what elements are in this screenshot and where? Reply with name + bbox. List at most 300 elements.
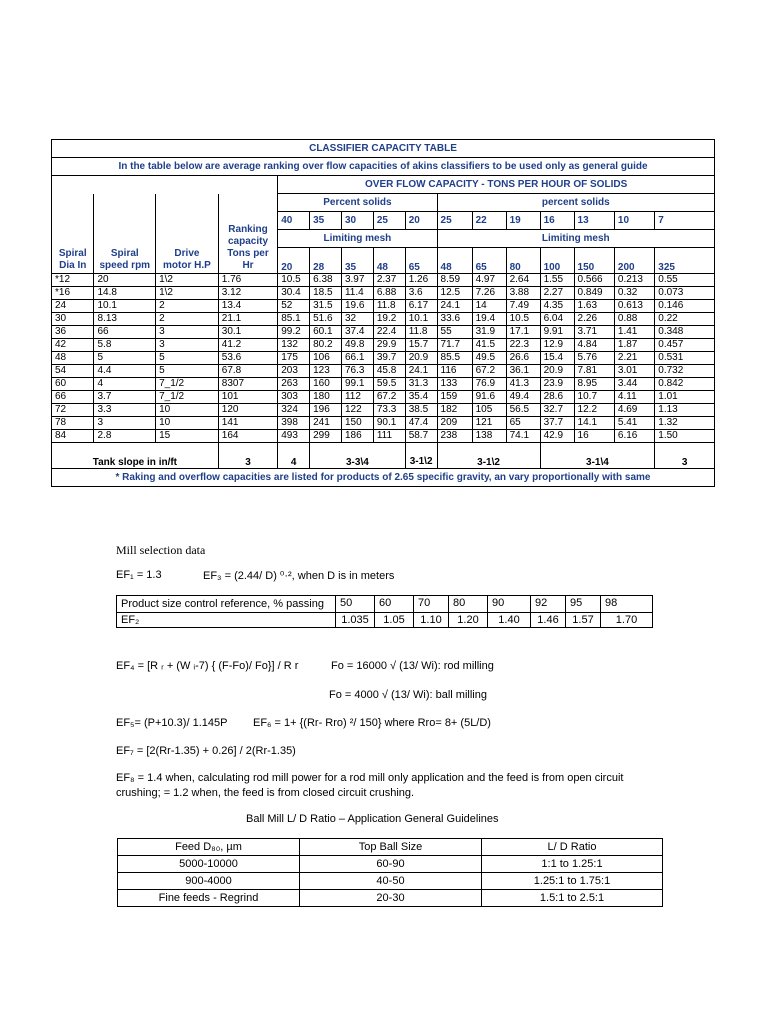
table-cell: 133 [437,377,472,390]
table-cell: 120 [218,403,277,416]
table-cell: 1.63 [574,299,614,312]
table-cell: 37.7 [540,416,574,429]
table-cell: 3 [94,416,156,429]
table-cell: 66 [52,390,94,403]
ef2-percent-cell: 50 [336,596,375,613]
table-cell: 3.44 [614,377,654,390]
table-cell: 58.7 [405,429,437,442]
table-cell: 8.59 [437,273,472,286]
table-cell: 1.32 [655,416,715,429]
table-cell: 10 [156,416,219,429]
table-cell: 123 [310,364,342,377]
table-cell: 16 [574,429,614,442]
table-cell: 49.4 [506,390,540,403]
table-cell: 65 [506,416,540,429]
col-ranking-capacity: Ranking capacity Tons per Hr [218,212,277,274]
ef2-percent-cell: 98 [601,596,653,613]
table-cell: 32 [341,312,373,325]
table-cell: 24.1 [405,364,437,377]
table-cell: 4.84 [574,338,614,351]
ef2-percent-cell: 80 [449,596,488,613]
table-cell: 141 [218,416,277,429]
table-row [52,351,715,364]
table-cell: 180 [310,390,342,403]
table-cell: 31.9 [472,325,506,338]
ef2-reference-label: Product size control reference, % passing [117,596,336,613]
table-cell: 37.4 [341,325,373,338]
ld-cell: 40-50 [300,873,482,890]
table-cell: 101 [218,390,277,403]
table-cell: 263 [278,377,310,390]
table-cell: 74.1 [506,429,540,442]
ld-header-ratio: L/ D Ratio [482,839,663,856]
table-cell: 5 [94,351,156,364]
table-cell: 76.3 [341,364,373,377]
ef2-percent-cell: 70 [414,596,449,613]
table-cell: 1\2 [156,273,219,286]
table-cell: 31.3 [405,377,437,390]
limiting-mesh-value: 65 [472,248,506,274]
table-row [52,325,715,338]
table-cell: 2.8 [94,429,156,442]
table-cell: 19.2 [373,312,405,325]
ld-cell: Fine feeds - Regrind [118,890,300,907]
table-cell: 14 [472,299,506,312]
mill-selection-heading: Mill selection data [116,543,206,557]
table-cell: 238 [437,429,472,442]
table-cell: 51.6 [310,312,342,325]
table-cell: 159 [437,390,472,403]
table-cell: 1.50 [655,429,715,442]
table-cell: 99.2 [278,325,310,338]
table-cell: 132 [278,338,310,351]
table-row [52,312,715,325]
table-cell: 5 [156,364,219,377]
table-cell: 39.7 [373,351,405,364]
table-cell: 209 [437,416,472,429]
table-cell: 3.97 [341,273,373,286]
table-cell: 0.213 [614,273,654,286]
table-cell: 32.7 [540,403,574,416]
tank-slope-value: 3-1\4 [540,442,655,468]
ef5-formula: EF₅= (P+10.3)/ 1.145P [116,717,228,729]
table-cell: 20.9 [405,351,437,364]
table-cell: 21.1 [218,312,277,325]
fo-ball-formula: Fo = 4000 √ (13/ Wi): ball milling [329,689,487,701]
table-cell: 19.4 [472,312,506,325]
table-cell: 3 [156,338,219,351]
table-row [52,299,715,312]
table-cell: 493 [278,429,310,442]
table-cell: 24.1 [437,299,472,312]
ef2-table [116,595,653,628]
limiting-mesh-value: 48 [373,248,405,274]
table-cell: 29.9 [373,338,405,351]
table-cell: 398 [278,416,310,429]
ld-header-ball-size: Top Ball Size [300,839,482,856]
table-cell: 1.26 [405,273,437,286]
table-cell: 67.2 [472,364,506,377]
table-cell: 42.9 [540,429,574,442]
table-cell: 66 [94,325,156,338]
table-cell: 36 [52,325,94,338]
table-cell: 3.88 [506,286,540,299]
limiting-mesh-value: 35 [341,248,373,274]
ef2-value-cell: 1.46 [531,613,566,628]
table-cell: 6.38 [310,273,342,286]
table-cell: 2.21 [614,351,654,364]
ld-cell: 60-90 [300,856,482,873]
percent-solids-value: 35 [310,212,342,230]
ef2-percent-cell: 95 [566,596,601,613]
table-cell: 303 [278,390,310,403]
table-cell: 99.1 [341,377,373,390]
percent-solids-value: 25 [437,212,472,230]
table-cell: 13.4 [218,299,277,312]
table-footnote: * Raking and overflow capacities are listed for products of 2.65 specific gravity, an vary proportionally with same [52,468,715,486]
table-cell: 10 [156,403,219,416]
table-cell: 1.01 [655,390,715,403]
table-cell: 175 [278,351,310,364]
ef2-value-cell: 1.10 [414,613,449,628]
table-cell: 24 [52,299,94,312]
limiting-mesh-right: Limiting mesh [437,230,714,248]
table-cell: 85.5 [437,351,472,364]
table-cell: 72 [52,403,94,416]
table-cell: 71.7 [437,338,472,351]
ef2-value-cell: 1.40 [488,613,531,628]
table-cell: 36.1 [506,364,540,377]
table-row [52,364,715,377]
limiting-mesh-value: 48 [437,248,472,274]
table-cell: 196 [310,403,342,416]
table-cell: 30 [52,312,94,325]
ef2-value-cell: 1.035 [336,613,375,628]
table-cell: 5.8 [94,338,156,351]
table-cell: 10.1 [405,312,437,325]
table-cell: 8307 [218,377,277,390]
table-cell: 15.4 [540,351,574,364]
table-cell: 73.3 [373,403,405,416]
ef8-text: EF₈ = 1.4 when, calculating rod mill power for a rod mill only application and the feed is from open circuit crushing; = 1.2 when, the feed is from closed circuit crushing. [116,772,624,799]
table-cell: 111 [373,429,405,442]
classifier-capacity-table [51,139,715,487]
table-row [52,416,715,429]
limiting-mesh-value: 200 [614,248,654,274]
table-cell: 3.01 [614,364,654,377]
table-cell: 3.71 [574,325,614,338]
table-cell: 1.41 [614,325,654,338]
table-cell: 31.5 [310,299,342,312]
table-cell: 5.41 [614,416,654,429]
limiting-mesh-value: 325 [655,248,715,274]
tank-slope-value: 3-1\2 [405,442,437,468]
table-cell: 0.22 [655,312,715,325]
table-cell: 7.26 [472,286,506,299]
table-cell: 4.69 [614,403,654,416]
table-cell: 324 [278,403,310,416]
ld-cell: 1:1 to 1.25:1 [482,856,663,873]
table-cell: 2.64 [506,273,540,286]
table-cell: 66.1 [341,351,373,364]
table-cell: 12.9 [540,338,574,351]
tank-slope-value: 3-3\4 [310,442,406,468]
table-cell: 10.5 [278,273,310,286]
table-cell: 105 [472,403,506,416]
table-cell: 12.5 [437,286,472,299]
ef2-percent-cell: 92 [531,596,566,613]
table-cell: 241 [310,416,342,429]
table-cell: 3.6 [405,286,437,299]
percent-solids-value: 40 [278,212,310,230]
limiting-mesh-value: 150 [574,248,614,274]
ef2-value-cell: 1.70 [601,613,653,628]
table-cell: 76.9 [472,377,506,390]
table-cell: 0.613 [614,299,654,312]
table-cell: 45.8 [373,364,405,377]
tank-slope-label: Tank slope in in/ft [52,442,219,468]
ld-cell: 900-4000 [118,873,300,890]
table-cell: 2 [156,312,219,325]
table-cell: 0.842 [655,377,715,390]
limiting-mesh-value: 80 [506,248,540,274]
percent-solids-left: Percent solids [278,194,437,212]
tank-slope-value: 3 [655,442,715,468]
table-cell: 60.1 [310,325,342,338]
tank-slope-value: 3-1\2 [437,442,540,468]
table-cell: 67.8 [218,364,277,377]
table-row [52,338,715,351]
table-cell: 47.4 [405,416,437,429]
table-cell: 26.6 [506,351,540,364]
table-cell: 8.13 [94,312,156,325]
table-cell: 33.6 [437,312,472,325]
table-cell: 15.7 [405,338,437,351]
table-cell: 56.5 [506,403,540,416]
percent-solids-value: 30 [341,212,373,230]
ef4-formula: EF₄ = [R ᵣ + (W ᵢ-7) { (F-Fo)/ Fo}] / R r [116,660,299,672]
table-cell: 0.88 [614,312,654,325]
table-cell: 6.16 [614,429,654,442]
table-cell: 11.8 [373,299,405,312]
table-cell: 53.6 [218,351,277,364]
table-cell: 60 [52,377,94,390]
table-cell: 90.1 [373,416,405,429]
table-cell: 20.9 [540,364,574,377]
table-cell: 0.849 [574,286,614,299]
table-cell: 0.531 [655,351,715,364]
table-cell: 7.81 [574,364,614,377]
table-cell: 6.04 [540,312,574,325]
table-cell: 2.26 [574,312,614,325]
table-cell: 52 [278,299,310,312]
table-cell: 91.6 [472,390,506,403]
ld-ratio-title: Ball Mill L/ D Ratio – Application General Guidelines [246,813,499,825]
col-spiral-dia: Spiral Dia In [52,248,94,274]
ef6-formula: EF₆ = 1+ {(Rr- Rro) ²/ 150} where Rro= 8+ (5L/D) [253,717,491,729]
table-cell: 121 [472,416,506,429]
table-row [52,403,715,416]
table-cell: 4 [94,377,156,390]
table-cell: 55 [437,325,472,338]
table-cell: 122 [341,403,373,416]
table-row [52,377,715,390]
ld-cell: 20-30 [300,890,482,907]
ef2-value-cell: 1.20 [449,613,488,628]
table-cell: 116 [437,364,472,377]
table-cell: 2.27 [540,286,574,299]
table-row [52,286,715,299]
table-cell: 22.4 [373,325,405,338]
table-cell: 28.6 [540,390,574,403]
table-cell: 1.55 [540,273,574,286]
percent-solids-value: 13 [574,212,614,230]
table-cell: 17.1 [506,325,540,338]
table-cell: 7.49 [506,299,540,312]
table-row [52,273,715,286]
table-cell: 18.5 [310,286,342,299]
table-cell: 9.91 [540,325,574,338]
limiting-mesh-value: 100 [540,248,574,274]
table-cell: 7_1/2 [156,390,219,403]
table-cell: 8.95 [574,377,614,390]
table-cell: 5.76 [574,351,614,364]
table-cell: 10.7 [574,390,614,403]
tank-slope-value: 3 [218,442,277,468]
table-cell: 10.5 [506,312,540,325]
table-cell: 186 [341,429,373,442]
ef2-value-cell: 1.57 [566,613,601,628]
table-cell: 14.1 [574,416,614,429]
limiting-mesh-value: 28 [310,248,342,274]
table-cell: 5 [156,351,219,364]
percent-solids-value: 16 [540,212,574,230]
table-cell: 59.5 [373,377,405,390]
ef1-formula: EF₁ = 1.3 [116,569,162,581]
table-cell: 49.5 [472,351,506,364]
table-cell: 4.97 [472,273,506,286]
table-cell: 54 [52,364,94,377]
table-cell: 1\2 [156,286,219,299]
tank-slope-value: 4 [278,442,310,468]
table-title: CLASSIFIER CAPACITY TABLE [52,140,715,158]
table-cell: 10.1 [94,299,156,312]
table-cell: 299 [310,429,342,442]
table-cell: 182 [437,403,472,416]
table-cell: 42 [52,338,94,351]
percent-solids-value: 25 [373,212,405,230]
table-cell: 15 [156,429,219,442]
table-cell: 30.4 [278,286,310,299]
table-cell: 138 [472,429,506,442]
table-cell: 2 [156,299,219,312]
table-cell: 84 [52,429,94,442]
table-cell: 3.12 [218,286,277,299]
table-cell: *16 [52,286,94,299]
table-cell: 0.55 [655,273,715,286]
table-cell: 78 [52,416,94,429]
table-cell: 22.3 [506,338,540,351]
table-cell: 38.5 [405,403,437,416]
table-cell: 3.3 [94,403,156,416]
table-cell: 1.76 [218,273,277,286]
table-cell: 19.6 [341,299,373,312]
ld-header-feed: Feed D₈₀, µm [118,839,300,856]
table-row [52,429,715,442]
table-cell: 6.17 [405,299,437,312]
limiting-mesh-value: 20 [278,248,310,274]
table-cell: 20 [94,273,156,286]
ef7-formula: EF₇ = [2(Rr-1.35) + 0.26] / 2(Rr-1.35) [116,745,296,757]
percent-solids-value: 7 [655,212,715,230]
percent-solids-value: 19 [506,212,540,230]
percent-solids-value: 10 [614,212,654,230]
ef3-formula: EF₃ = (2.44/ D) ⁰·², when D is in meters [203,570,395,582]
table-cell: 14.8 [94,286,156,299]
ef2-percent-cell: 60 [375,596,414,613]
limiting-mesh-left: Limiting mesh [278,230,437,248]
table-cell: 1.13 [655,403,715,416]
table-cell: 67.2 [373,390,405,403]
overflow-capacity-header: OVER FLOW CAPACITY - TONS PER HOUR OF SOLIDS [278,176,715,194]
table-cell: 0.566 [574,273,614,286]
table-cell: 3.7 [94,390,156,403]
table-cell: 160 [310,377,342,390]
table-cell: 0.32 [614,286,654,299]
table-cell: 11.8 [405,325,437,338]
table-cell: 0.457 [655,338,715,351]
table-cell: 7_1/2 [156,377,219,390]
ld-cell: 1.25:1 to 1.75:1 [482,873,663,890]
table-cell: 85.1 [278,312,310,325]
fo-rod-formula: Fo = 16000 √ (13/ Wi): rod milling [331,660,494,672]
table-cell: 80.2 [310,338,342,351]
percent-solids-value: 20 [405,212,437,230]
table-cell: 30.1 [218,325,277,338]
table-cell: 1.87 [614,338,654,351]
limiting-mesh-value: 65 [405,248,437,274]
table-cell: 6.88 [373,286,405,299]
table-cell: 150 [341,416,373,429]
table-cell: 49.8 [341,338,373,351]
table-cell: 23.9 [540,377,574,390]
ef2-label: EF₂ [117,613,336,628]
table-cell: 35.4 [405,390,437,403]
table-cell: 12.2 [574,403,614,416]
table-cell: 11.4 [341,286,373,299]
ef2-percent-cell: 90 [488,596,531,613]
table-cell: 0.348 [655,325,715,338]
table-cell: 0.732 [655,364,715,377]
table-cell: 112 [341,390,373,403]
table-cell: 0.146 [655,299,715,312]
table-cell: 4.11 [614,390,654,403]
table-cell: 48 [52,351,94,364]
col-drive-motor: Drive motor H.P [156,212,219,274]
table-cell: 3 [156,325,219,338]
table-cell: 4.35 [540,299,574,312]
percent-solids-right: percent solids [437,194,714,212]
ld-cell: 1.5:1 to 2.5:1 [482,890,663,907]
table-cell: 0.073 [655,286,715,299]
table-row [52,390,715,403]
ef2-value-cell: 1.05 [375,613,414,628]
table-subtitle: In the table below are average ranking over flow capacities of akins classifiers to be used only as general guide [52,158,715,176]
table-cell: 164 [218,429,277,442]
table-cell: 203 [278,364,310,377]
percent-solids-value: 22 [472,212,506,230]
ld-ratio-table [117,838,663,907]
